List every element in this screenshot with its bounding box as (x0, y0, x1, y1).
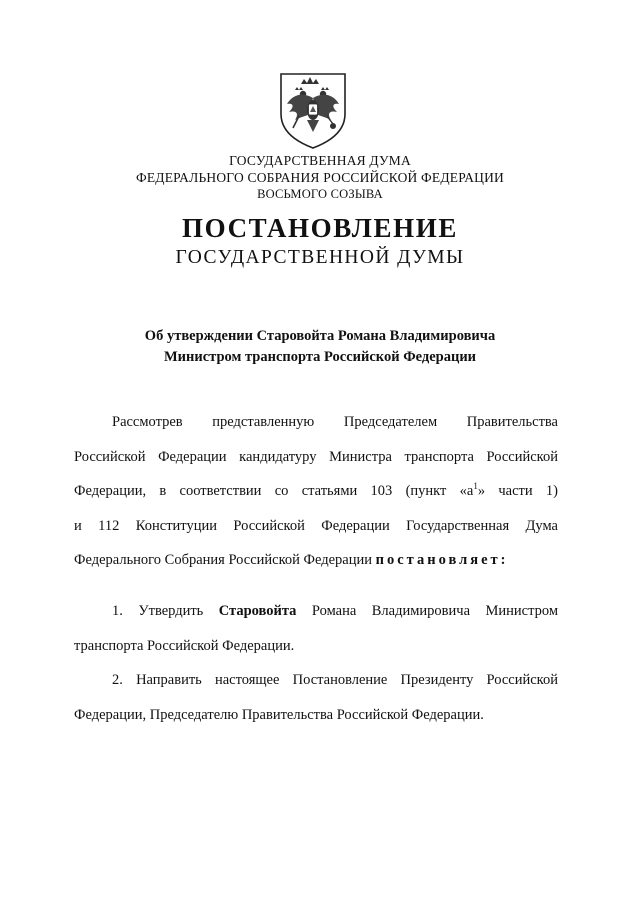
heading-line2: Министром транспорта Российской Федерации (163, 349, 477, 365)
document-subtitle: ГОСУДАРСТВЕННОЙ ДУМЫ (175, 247, 465, 268)
resolution-item-2 (74, 663, 558, 732)
superscript-marker: 1 (473, 481, 478, 492)
item1-line1 (74, 594, 558, 629)
item1-rest: Романа Владимировича Министром (296, 603, 558, 619)
issuer-block (0, 152, 640, 203)
item2-line2: Федерации, Председателю Правительства Российской Федерации. (74, 706, 484, 723)
item2-line1: 2. Направить настоящее Постановление Президенту Российской (112, 672, 558, 688)
document-title: ПОСТАНОВЛЕНИЕ (182, 213, 458, 243)
document-heading (0, 326, 640, 368)
preamble-line3-part1: Федерации, в соответствии со статьями 103 (пункт «а (74, 483, 474, 499)
org-name-line1: ГОСУДАРСТВЕННАЯ ДУМА (229, 153, 411, 168)
preamble-line3 (74, 474, 558, 509)
preamble-line1: Рассмотрев представленную Председателем Правительства (112, 414, 558, 430)
coat-of-arms-icon (273, 70, 353, 150)
heading-line1: Об утверждении Старовойта Романа Владимировича (144, 328, 496, 344)
resolves-keyword: постановляет: (375, 552, 509, 568)
preamble-paragraph (74, 405, 558, 578)
preamble-line4: и 112 Конституции Российской Федерации Государственная Дума (74, 517, 558, 534)
item1-surname: Старовойта (218, 603, 297, 619)
preamble-line2: Российской Федерации кандидатуру Министра транспорта Российской (74, 448, 558, 465)
preamble-line3-part2: » части 1) (477, 483, 558, 499)
resolution-item-1 (74, 594, 558, 663)
preamble-line5-part1: Федерального Собрания Российской Федерации (74, 552, 376, 568)
org-name-line2: ФЕДЕРАЛЬНОГО СОБРАНИЯ РОССИЙСКОЙ ФЕДЕРАЦИИ (136, 170, 504, 185)
item1-number: 1. Утвердить (112, 603, 219, 619)
convocation-line: ВОСЬМОГО СОЗЫВА (257, 187, 383, 201)
preamble-line5 (74, 543, 558, 578)
item1-line2: транспорта Российской Федерации. (74, 637, 295, 654)
